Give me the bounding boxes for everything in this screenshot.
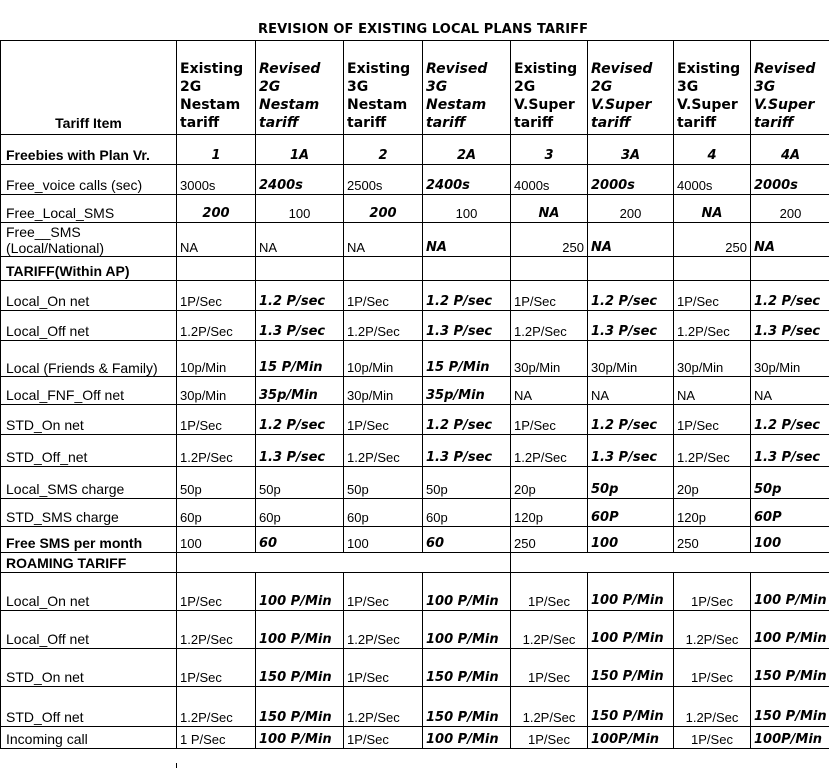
table-row bbox=[1, 727, 829, 749]
table-row bbox=[1, 377, 829, 405]
table-cell: 1.2P/Sec bbox=[674, 687, 751, 727]
col-header-7-line-1: Existing bbox=[677, 61, 741, 77]
col-header-1-line-3: Nestam bbox=[180, 97, 241, 113]
table-cell: 1.3 P/sec bbox=[588, 435, 674, 467]
table-cell: 2400s bbox=[256, 165, 344, 195]
col-header-7 bbox=[674, 41, 751, 135]
table-cell: 30p/Min bbox=[177, 377, 256, 405]
col-header-5-line-4: tariff bbox=[514, 115, 554, 131]
row-label: Free SMS per month bbox=[1, 527, 177, 553]
table-cell: 250 bbox=[674, 223, 751, 257]
col-header-5-line-1: Existing bbox=[514, 61, 578, 77]
col-header-1-line-4: tariff bbox=[180, 115, 220, 131]
table-cell: 100 P/Min bbox=[256, 573, 344, 611]
table-cell: 1P/Sec bbox=[511, 649, 588, 687]
col-header-5-line-2: 2G bbox=[514, 79, 536, 95]
table-cell: NA bbox=[256, 223, 344, 257]
table-cell: 100 P/Min bbox=[751, 611, 829, 649]
table-cell: 2400s bbox=[423, 165, 511, 195]
table-cell: 50p bbox=[344, 467, 423, 499]
table-cell: 1P/Sec bbox=[344, 727, 423, 749]
table-cell: 1P/Sec bbox=[344, 649, 423, 687]
col-header-3-line-1: Existing bbox=[347, 61, 411, 77]
table-row bbox=[1, 499, 829, 527]
table-cell: 200 bbox=[177, 195, 256, 223]
table-cell: 1.3 P/sec bbox=[751, 311, 829, 341]
empty-cell bbox=[588, 257, 674, 281]
table-cell: 100P/Min bbox=[751, 727, 829, 749]
table-cell: 1.3 P/sec bbox=[256, 311, 344, 341]
col-header-7-line-4: tariff bbox=[677, 115, 717, 131]
table-cell: 3A bbox=[588, 135, 674, 165]
table-cell: 1P/Sec bbox=[177, 649, 256, 687]
row-label: TARIFF(Within AP) bbox=[1, 257, 177, 281]
col-header-7-line-3: V.Super bbox=[677, 97, 738, 113]
table-cell: 1.2 P/sec bbox=[751, 281, 829, 311]
table-cell: 60p bbox=[344, 499, 423, 527]
table-cell: NA bbox=[674, 195, 751, 223]
table-cell: 4000s bbox=[511, 165, 588, 195]
table-cell: 150 P/Min bbox=[423, 649, 511, 687]
col-header-3-line-2: 3G bbox=[347, 79, 369, 95]
row-label: Local_Off net bbox=[1, 611, 177, 649]
table-cell: NA bbox=[588, 223, 674, 257]
empty-cell bbox=[256, 257, 344, 281]
table-row bbox=[1, 649, 829, 687]
table-cell: 1.2 P/sec bbox=[423, 281, 511, 311]
table-cell: 100 P/Min bbox=[751, 573, 829, 611]
table-cell: 15 P/Min bbox=[256, 341, 344, 377]
col-header-6-line-2: 2G bbox=[591, 79, 613, 95]
row-label: Local_FNF_Off net bbox=[1, 377, 177, 405]
table-cell: 100 P/Min bbox=[256, 727, 344, 749]
table-cell: 1P/Sec bbox=[344, 405, 423, 435]
empty-cell bbox=[423, 257, 511, 281]
table-cell: 1.3 P/sec bbox=[423, 435, 511, 467]
table-cell: 1.2P/Sec bbox=[177, 311, 256, 341]
table-cell: NA bbox=[177, 223, 256, 257]
table-cell: NA bbox=[423, 223, 511, 257]
table-cell: 2000s bbox=[588, 165, 674, 195]
empty-cell bbox=[674, 257, 751, 281]
col-header-4-line-3: Nestam bbox=[426, 97, 487, 113]
table-cell: NA bbox=[511, 195, 588, 223]
table-cell: 3000s bbox=[177, 165, 256, 195]
col-header-4-line-1: Revised bbox=[426, 61, 488, 77]
col-header-5 bbox=[511, 41, 588, 135]
table-cell: 1P/Sec bbox=[511, 727, 588, 749]
col-header-1-line-2: 2G bbox=[180, 79, 202, 95]
table-cell: 35p/Min bbox=[256, 377, 344, 405]
table-cell: 1.2P/Sec bbox=[511, 311, 588, 341]
row-label: Local_SMS charge bbox=[1, 467, 177, 499]
row-label: Free_Local_SMS bbox=[1, 195, 177, 223]
table-cell: 2000s bbox=[751, 165, 829, 195]
table-row bbox=[1, 611, 829, 649]
row-label: STD_On net bbox=[1, 405, 177, 435]
table-cell: 1.2P/Sec bbox=[511, 435, 588, 467]
table-cell: 1.2 P/sec bbox=[751, 405, 829, 435]
table-cell: 1.2P/Sec bbox=[344, 611, 423, 649]
table-cell: 60p bbox=[423, 499, 511, 527]
col-header-3-line-3: Nestam bbox=[347, 97, 408, 113]
table-cell: 1P/Sec bbox=[511, 573, 588, 611]
table-cell: 1P/Sec bbox=[674, 573, 751, 611]
row-label: Local_On net bbox=[1, 281, 177, 311]
table-cell: 100 bbox=[177, 527, 256, 553]
table-cell: 30p/Min bbox=[588, 341, 674, 377]
table-row bbox=[1, 195, 829, 223]
bottom-divider bbox=[0, 763, 177, 768]
col-header-2-line-4: tariff bbox=[259, 115, 299, 131]
table-cell: 200 bbox=[588, 195, 674, 223]
table-cell: 20p bbox=[511, 467, 588, 499]
table-cell: 1.2P/Sec bbox=[674, 311, 751, 341]
col-header-6-line-1: Revised bbox=[591, 61, 653, 77]
table-cell: 100 P/Min bbox=[423, 573, 511, 611]
table-cell: 1P/Sec bbox=[511, 281, 588, 311]
table-cell: 100 P/Min bbox=[256, 611, 344, 649]
table-cell: 60p bbox=[177, 499, 256, 527]
table-cell: 15 P/Min bbox=[423, 341, 511, 377]
row-label: ROAMING TARIFF bbox=[1, 553, 177, 573]
tariff-table-body bbox=[1, 41, 829, 749]
table-cell: 250 bbox=[674, 527, 751, 553]
table-cell: NA bbox=[674, 377, 751, 405]
table-cell: 1.2P/Sec bbox=[344, 311, 423, 341]
table-cell: 1P/Sec bbox=[344, 573, 423, 611]
table-cell: 1.2P/Sec bbox=[177, 687, 256, 727]
table-cell: 1.2 P/sec bbox=[588, 405, 674, 435]
row-label: STD_On net bbox=[1, 649, 177, 687]
table-cell: 1P/Sec bbox=[674, 405, 751, 435]
table-cell: 1.2P/Sec bbox=[511, 611, 588, 649]
table-cell: 2 bbox=[344, 135, 423, 165]
table-cell: 1.2 P/sec bbox=[256, 281, 344, 311]
table-cell: NA bbox=[751, 223, 829, 257]
table-cell: 1.3 P/sec bbox=[751, 435, 829, 467]
table-cell: 10p/Min bbox=[344, 341, 423, 377]
table-cell: 1.3 P/sec bbox=[588, 311, 674, 341]
table-cell: 250 bbox=[511, 527, 588, 553]
table-cell: 150 P/Min bbox=[751, 687, 829, 727]
table-cell: 1P/Sec bbox=[674, 649, 751, 687]
table-cell: 60P bbox=[751, 499, 829, 527]
col-header-8-line-1: Revised bbox=[754, 61, 816, 77]
empty-cell bbox=[511, 257, 588, 281]
table-cell: 250 bbox=[511, 223, 588, 257]
table-cell: 1.2P/Sec bbox=[674, 435, 751, 467]
table-cell: 30p/Min bbox=[751, 341, 829, 377]
col-header-6-line-4: tariff bbox=[591, 115, 631, 131]
row-label: Free_voice calls (sec) bbox=[1, 165, 177, 195]
table-title: REVISION OF EXISTING LOCAL PLANS TARIFF bbox=[258, 22, 589, 37]
table-row bbox=[1, 435, 829, 467]
table-cell: 1 bbox=[177, 135, 256, 165]
table-cell: 2500s bbox=[344, 165, 423, 195]
table-cell: 150 P/Min bbox=[256, 649, 344, 687]
table-cell: 100 P/Min bbox=[588, 611, 674, 649]
table-cell: 120p bbox=[511, 499, 588, 527]
table-cell: 1.2 P/sec bbox=[256, 405, 344, 435]
col-header-8-line-3: V.Super bbox=[754, 97, 815, 113]
table-cell: 1P/Sec bbox=[177, 405, 256, 435]
col-header-5-line-3: V.Super bbox=[514, 97, 575, 113]
row-label: Free__SMS (Local/National) bbox=[1, 223, 177, 257]
table-cell: 50p bbox=[588, 467, 674, 499]
col-header-4-line-4: tariff bbox=[426, 115, 466, 131]
col-header-1 bbox=[177, 41, 256, 135]
table-cell: NA bbox=[511, 377, 588, 405]
empty-cell bbox=[344, 257, 423, 281]
col-header-8 bbox=[751, 41, 829, 135]
table-cell: 4A bbox=[751, 135, 829, 165]
table-cell: 1.2P/Sec bbox=[674, 611, 751, 649]
table-cell: 50p bbox=[423, 467, 511, 499]
table-cell: 20p bbox=[674, 467, 751, 499]
table-cell: 3 bbox=[511, 135, 588, 165]
row-label: STD_Off_net bbox=[1, 435, 177, 467]
table-row bbox=[1, 223, 829, 257]
table-cell: 10p/Min bbox=[177, 341, 256, 377]
table-cell: 100 bbox=[344, 527, 423, 553]
table-cell: NA bbox=[344, 223, 423, 257]
table-cell: 1.2P/Sec bbox=[344, 435, 423, 467]
table-cell: 60 bbox=[256, 527, 344, 553]
table-cell: 1.2P/Sec bbox=[511, 687, 588, 727]
table-cell: 1.2 P/sec bbox=[588, 281, 674, 311]
table-row bbox=[1, 135, 829, 165]
tariff-table bbox=[0, 40, 829, 749]
table-cell: 150 P/Min bbox=[588, 649, 674, 687]
table-cell: 35p/Min bbox=[423, 377, 511, 405]
table-cell: 30p/Min bbox=[511, 341, 588, 377]
table-cell: 30p/Min bbox=[674, 341, 751, 377]
table-cell: 60 bbox=[423, 527, 511, 553]
table-cell: 1.3 P/sec bbox=[423, 311, 511, 341]
row-label: STD_Off net bbox=[1, 687, 177, 727]
col-header-3 bbox=[344, 41, 423, 135]
table-cell: 100P/Min bbox=[588, 727, 674, 749]
table-cell: 1.2 P/sec bbox=[423, 405, 511, 435]
table-cell: 1P/Sec bbox=[177, 281, 256, 311]
col-header-4-line-2: 3G bbox=[426, 79, 448, 95]
table-cell: 50p bbox=[751, 467, 829, 499]
col-header-2-line-2: 2G bbox=[259, 79, 281, 95]
table-cell: 60p bbox=[256, 499, 344, 527]
col-header-1-line-1: Existing bbox=[180, 61, 244, 77]
row-label: Local_On net bbox=[1, 573, 177, 611]
table-row bbox=[1, 311, 829, 341]
col-header-3-line-4: tariff bbox=[347, 115, 387, 131]
table-cell: 100 bbox=[423, 195, 511, 223]
table-cell: 1P/Sec bbox=[674, 281, 751, 311]
row-label: STD_SMS charge bbox=[1, 499, 177, 527]
col-header-2-line-3: Nestam bbox=[259, 97, 320, 113]
table-cell: NA bbox=[588, 377, 674, 405]
col-header-8-line-2: 3G bbox=[754, 79, 776, 95]
table-cell: 150 P/Min bbox=[256, 687, 344, 727]
table-cell: 200 bbox=[751, 195, 829, 223]
table-row bbox=[1, 341, 829, 377]
row-label: Local_Off net bbox=[1, 311, 177, 341]
col-header-6-line-3: V.Super bbox=[591, 97, 652, 113]
col-header-7-line-2: 3G bbox=[677, 79, 699, 95]
row-label: Local (Friends & Family) bbox=[1, 341, 177, 377]
table-cell: 1.3 P/sec bbox=[256, 435, 344, 467]
table-row bbox=[1, 467, 829, 499]
tariff-item-header: Tariff Item bbox=[1, 41, 177, 135]
table-cell: 30p/Min bbox=[344, 377, 423, 405]
table-cell: 120p bbox=[674, 499, 751, 527]
table-row bbox=[1, 405, 829, 435]
empty-cell bbox=[511, 553, 829, 573]
table-row bbox=[1, 553, 829, 573]
table-cell: 50p bbox=[177, 467, 256, 499]
table-row bbox=[1, 281, 829, 311]
table-cell: 4 bbox=[674, 135, 751, 165]
table-cell: 50p bbox=[256, 467, 344, 499]
table-cell: 60P bbox=[588, 499, 674, 527]
row-label: Freebies with Plan Vr. bbox=[1, 135, 177, 165]
empty-cell bbox=[177, 257, 256, 281]
table-row bbox=[1, 573, 829, 611]
col-header-8-line-4: tariff bbox=[754, 115, 794, 131]
table-cell: 1P/Sec bbox=[511, 405, 588, 435]
table-row bbox=[1, 257, 829, 281]
table-cell: 1A bbox=[256, 135, 344, 165]
table-cell: 100 bbox=[751, 527, 829, 553]
col-header-2 bbox=[256, 41, 344, 135]
table-cell: 1P/Sec bbox=[674, 727, 751, 749]
table-cell: 150 P/Min bbox=[423, 687, 511, 727]
table-cell: NA bbox=[751, 377, 829, 405]
table-cell: 100 P/Min bbox=[423, 611, 511, 649]
header-row bbox=[1, 41, 829, 135]
table-cell: 4000s bbox=[674, 165, 751, 195]
row-label: Incoming call bbox=[1, 727, 177, 749]
table-cell: 150 P/Min bbox=[588, 687, 674, 727]
table-cell: 1P/Sec bbox=[177, 573, 256, 611]
table-cell: 200 bbox=[344, 195, 423, 223]
table-cell: 1P/Sec bbox=[344, 281, 423, 311]
col-header-6 bbox=[588, 41, 674, 135]
table-cell: 100 P/Min bbox=[588, 573, 674, 611]
table-cell: 1.2P/Sec bbox=[344, 687, 423, 727]
table-cell: 1.2P/Sec bbox=[177, 435, 256, 467]
table-row bbox=[1, 687, 829, 727]
table-cell: 2A bbox=[423, 135, 511, 165]
empty-cell bbox=[177, 553, 511, 573]
table-row bbox=[1, 527, 829, 553]
table-cell: 100 P/Min bbox=[423, 727, 511, 749]
empty-cell bbox=[751, 257, 829, 281]
col-header-4 bbox=[423, 41, 511, 135]
table-cell: 100 bbox=[588, 527, 674, 553]
table-cell: 150 P/Min bbox=[751, 649, 829, 687]
table-row bbox=[1, 165, 829, 195]
table-cell: 1.2P/Sec bbox=[177, 611, 256, 649]
col-header-2-line-1: Revised bbox=[259, 61, 321, 77]
table-cell: 1 P/Sec bbox=[177, 727, 256, 749]
table-cell: 100 bbox=[256, 195, 344, 223]
